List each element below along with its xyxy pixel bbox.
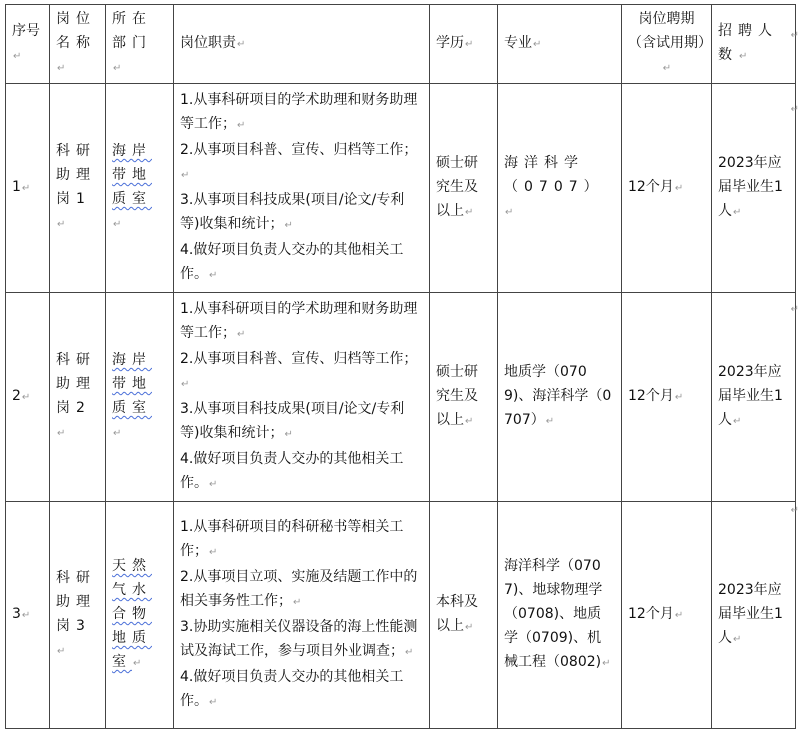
row-seq: 1↵ xyxy=(6,84,50,293)
row-position: 科研助理岗3↵ xyxy=(50,502,106,729)
row-major: 地质学（0709)、海洋科学（0707）↵ xyxy=(498,293,622,502)
row-period: 12个月↵ xyxy=(622,293,712,502)
table-row xyxy=(6,502,796,729)
row-period: 12个月↵ xyxy=(622,502,712,729)
row-education: 硕士研究生及以上↵ xyxy=(430,293,498,502)
duty-item: 4.做好项目负责人交办的其他相关工作。↵ xyxy=(180,451,404,491)
duty-item: 2.从事项目科普、宣传、归档等工作；↵ xyxy=(180,351,418,390)
row-end-mark: ↵ xyxy=(790,30,799,41)
row-dept: 海岸带地质室↵ xyxy=(106,293,174,502)
duty-item: 1.从事科研项目的学术助理和财务助理等工作；↵ xyxy=(180,92,418,132)
duty-item: 2.从事项目立项、实施及结题工作中的相关事务性工作；↵ xyxy=(180,569,418,609)
header-position: 岗位名称↵ xyxy=(50,5,106,84)
header-seq: 序号↵ xyxy=(6,5,50,84)
row-period: 12个月↵ xyxy=(622,84,712,293)
row-end-mark: ↵ xyxy=(790,104,799,115)
table-row xyxy=(6,84,796,293)
row-count: 2023年应届毕业生1人↵ xyxy=(712,293,796,502)
header-period: 岗位聘期（含试用期）↵ xyxy=(622,5,712,84)
header-education: 学历↵ xyxy=(430,5,498,84)
row-duties xyxy=(174,502,430,729)
header-major: 专业↵ xyxy=(498,5,622,84)
row-dept: 天然气水合物地质室↵ xyxy=(106,502,174,729)
row-education: 硕士研究生及以上↵ xyxy=(430,84,498,293)
duty-item: 1.从事科研项目的科研秘书等相关工作；↵ xyxy=(180,519,404,559)
table-row xyxy=(6,293,796,502)
row-duties xyxy=(174,84,430,293)
duty-item: 4.做好项目负责人交办的其他相关工作。↵ xyxy=(180,242,404,282)
header-dept: 所在部门↵ xyxy=(106,5,174,84)
row-count: 2023年应届毕业生1人↵ xyxy=(712,502,796,729)
row-duties xyxy=(174,293,430,502)
duty-item: 3.从事项目科技成果(项目/论文/专利等)收集和统计；↵ xyxy=(180,401,405,441)
recruitment-table xyxy=(5,4,796,729)
duty-item: 3.从事项目科技成果(项目/论文/专利等)收集和统计；↵ xyxy=(180,192,405,232)
row-position: 科研助理岗1↵ xyxy=(50,84,106,293)
duty-item: 4.做好项目负责人交办的其他相关工作。↵ xyxy=(180,669,404,709)
row-education: 本科及以上↵ xyxy=(430,502,498,729)
row-end-mark: ↵ xyxy=(790,304,799,315)
row-major: 海洋科学（0707)、地球物理学（0708)、地质学（0709)、机械工程（0802)↵ xyxy=(498,502,622,729)
duty-item: 1.从事科研项目的学术助理和财务助理等工作；↵ xyxy=(180,301,418,341)
row-seq: 3↵ xyxy=(6,502,50,729)
row-major: 海洋科学（0707）↵ xyxy=(498,84,622,293)
row-dept: 海岸带地质室↵ xyxy=(106,84,174,293)
header-count: 招聘人数↵ xyxy=(712,5,796,84)
row-count: 2023年应届毕业生1人↵ xyxy=(712,84,796,293)
duty-item: 3.协助实施相关仪器设备的海上性能测试及海试工作，参与项目外业调查；↵ xyxy=(180,619,418,659)
header-row xyxy=(6,5,796,84)
row-position: 科研助理岗2↵ xyxy=(50,293,106,502)
row-seq: 2↵ xyxy=(6,293,50,502)
duty-item: 2.从事项目科普、宣传、归档等工作；↵ xyxy=(180,142,418,181)
header-duties: 岗位职责↵ xyxy=(174,5,430,84)
row-end-mark: ↵ xyxy=(790,505,799,516)
